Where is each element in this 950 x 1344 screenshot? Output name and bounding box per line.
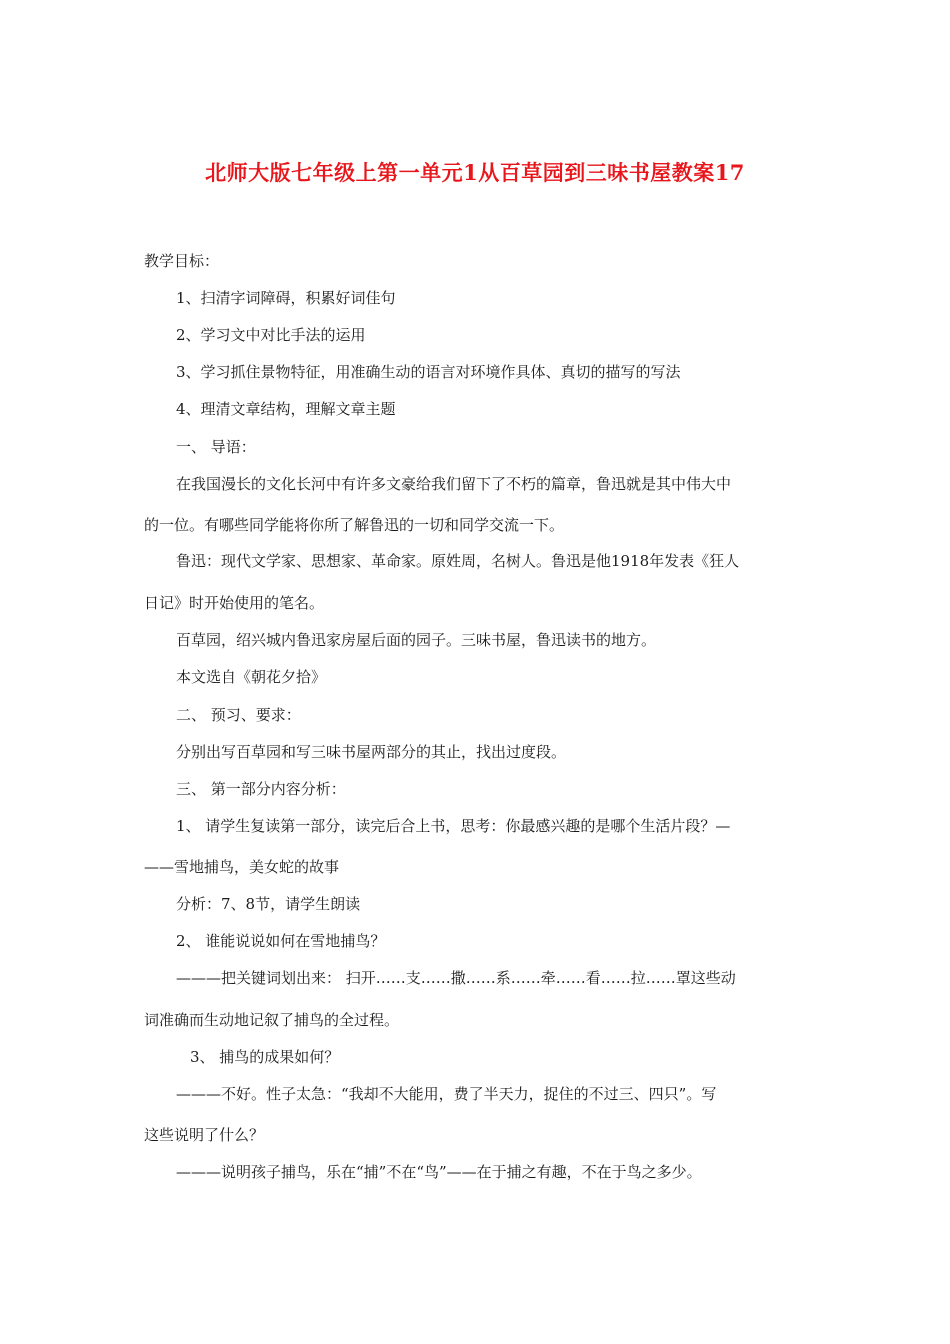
text-line: 3、 捕鸟的成果如何？ bbox=[190, 1048, 340, 1066]
text-line: 2、 谁能说说如何在雪地捕鸟？ bbox=[176, 932, 386, 950]
section-heading: 一、 导语： bbox=[176, 438, 256, 456]
section-heading: 三、 第一部分内容分析： bbox=[176, 780, 346, 798]
section-heading: 二、 预习、要求： bbox=[176, 706, 301, 724]
text-line: 1、 请学生复读第一部分，读完后合上书，思考：你最感兴趣的是哪个生活片段？— bbox=[176, 817, 731, 835]
text-line: 4、理清文章结构，理解文章主题 bbox=[176, 400, 396, 418]
text-line: 的一位。有哪些同学能将你所了解鲁迅的一切和同学交流一下。 bbox=[144, 516, 565, 534]
text-line: 鲁迅：现代文学家、思想家、革命家。原姓周，名树人。鲁迅是他1918年发表《狂人 bbox=[176, 552, 740, 570]
text-line: ———不好。性子太急：“我却不大能用，费了半天力，捉住的不过三、四只”。写 bbox=[176, 1085, 717, 1103]
text-line: 这些说明了什么？ bbox=[144, 1126, 265, 1144]
text-line: 教学目标： bbox=[144, 252, 220, 270]
text-line: 百草园，绍兴城内鲁迅家房屋后面的园子。三味书屋，鲁迅读书的地方。 bbox=[176, 631, 657, 649]
document-title: 北师大版七年级上第一单元1从百草园到三味书屋教案17 bbox=[205, 160, 745, 185]
text-line: ——雪地捕鸟，美女蛇的故事 bbox=[144, 858, 340, 876]
text-line: 本文选自《朝花夕拾》 bbox=[176, 668, 327, 686]
text-line: 3、学习抓住景物特征，用准确生动的语言对环境作具体、真切的描写的写法 bbox=[176, 363, 681, 381]
text-line: 在我国漫长的文化长河中有许多文豪给我们留下了不朽的篇章，鲁迅就是其中伟大中 bbox=[176, 475, 732, 493]
text-line: ———说明孩子捕鸟，乐在“捕”不在“鸟”——在于捕之有趣，不在于鸟之多少。 bbox=[176, 1163, 702, 1181]
text-line: 1、扫清字词障碍，积累好词佳句 bbox=[176, 289, 396, 307]
text-line: 日记》时开始使用的笔名。 bbox=[144, 594, 325, 612]
text-line: ———把关键词划出来： 扫开……支……撒……系……牵……看……拉……罩这些动 bbox=[176, 969, 736, 987]
text-line: 词准确而生动地记叙了捕鸟的全过程。 bbox=[144, 1011, 400, 1029]
text-line: 分别出写百草园和写三味书屋两部分的其止，找出过度段。 bbox=[176, 743, 567, 761]
text-line: 分析：7、8节，请学生朗读 bbox=[176, 895, 361, 913]
text-line: 2、学习文中对比手法的运用 bbox=[176, 326, 366, 344]
